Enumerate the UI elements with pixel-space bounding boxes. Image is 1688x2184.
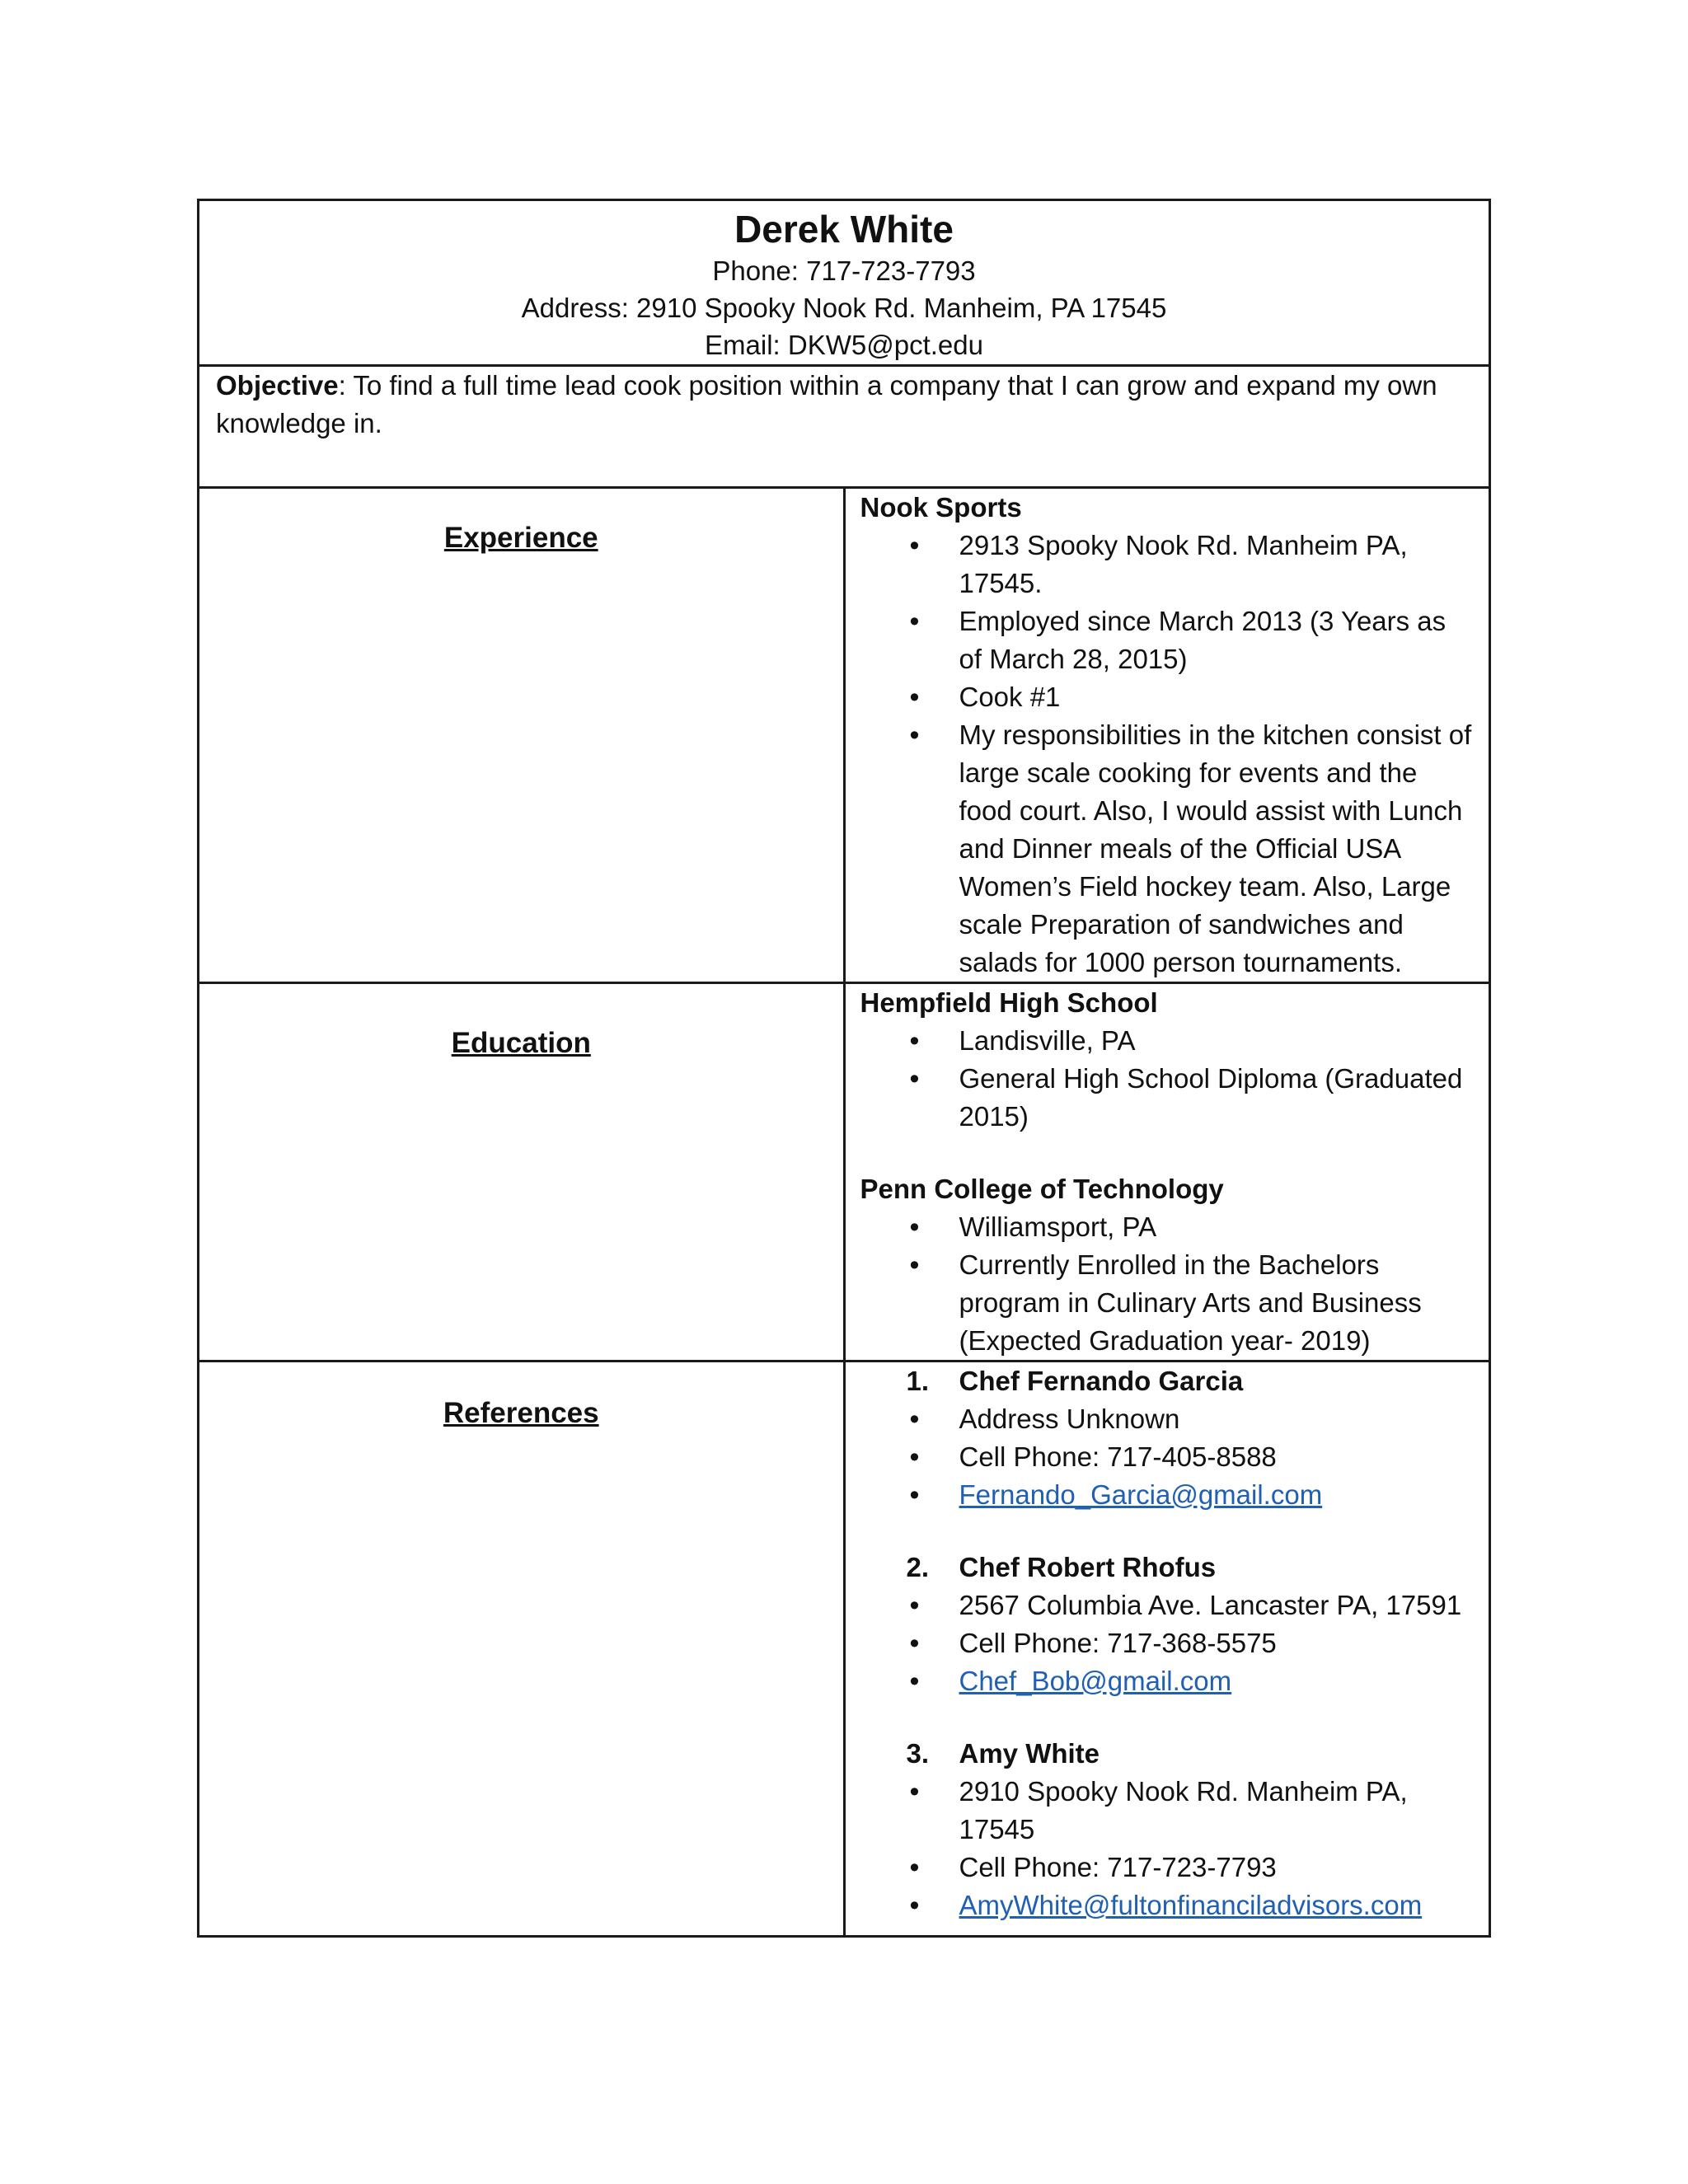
list-item: • Landisville, PA — [860, 1022, 1475, 1060]
list-item — [860, 1886, 1475, 1924]
experience-content-cell — [844, 488, 1490, 983]
list-item — [860, 1476, 1475, 1514]
candidate-name: Derek White — [734, 208, 954, 251]
reference-number: 2. — [906, 1552, 930, 1582]
list-item: • 2567 Columbia Ave. Lancaster PA, 17591 — [860, 1586, 1475, 1624]
school-name: Hempfield High School — [860, 987, 1158, 1018]
references-heading: References — [443, 1397, 599, 1429]
reference-name-text: Chef Fernando Garcia — [959, 1366, 1244, 1396]
employer-name: Nook Sports — [860, 492, 1022, 523]
experience-row — [199, 488, 1490, 983]
list-item: • 2910 Spooky Nook Rd. Manheim PA, 17545 — [860, 1773, 1475, 1849]
list-item: • Cook #1 — [860, 678, 1475, 716]
spacer — [860, 1700, 1475, 1735]
reference-name — [860, 1735, 1475, 1773]
reference-name — [860, 1362, 1475, 1400]
header-cell — [199, 200, 1490, 366]
objective-paragraph — [216, 367, 1472, 443]
reference-name — [860, 1549, 1475, 1586]
list-item: • My responsibilities in the kitchen consist of large scale cooking for events and the food court. Also, I would assist with Lunch and Dinner meals of the Official USA Women’s Field hockey team. Also, Large scale Preparation of sandwiches and salads for 1000 person tournaments. — [860, 716, 1475, 982]
list-item: • Cell Phone: 717-405-8588 — [860, 1438, 1475, 1476]
school-name: Penn College of Technology — [860, 1174, 1224, 1204]
list-item: • Employed since March 2013 (3 Years as of March 28, 2015) — [860, 602, 1475, 678]
references-row — [199, 1361, 1490, 1937]
list-item: • Williamsport, PA — [860, 1208, 1475, 1246]
reference-name-text: Chef Robert Rhofus — [959, 1552, 1217, 1582]
email-link[interactable]: AmyWhite@fultonfinanciladvisors.com — [959, 1890, 1423, 1920]
references-label-cell — [199, 1361, 845, 1937]
email-line: Email: DKW5@pct.edu — [705, 330, 983, 360]
experience-label-cell — [199, 488, 845, 983]
list-item — [860, 1662, 1475, 1700]
spacer — [860, 1136, 1475, 1170]
list-item: • Cell Phone: 717-723-7793 — [860, 1849, 1475, 1886]
reference-number: 3. — [906, 1738, 930, 1769]
email-link[interactable]: Chef_Bob@gmail.com — [959, 1666, 1232, 1696]
phone-line: Phone: 717-723-7793 — [712, 255, 976, 286]
list-item: • Currently Enrolled in the Bachelors program in Culinary Arts and Business (Expected Graduation year- 2019) — [860, 1246, 1475, 1360]
education-row — [199, 983, 1490, 1361]
education-heading: Education — [451, 1027, 591, 1059]
objective-cell — [199, 366, 1490, 488]
school-details-list — [860, 1022, 1475, 1136]
list-item: • General High School Diploma (Graduated 2015) — [860, 1060, 1475, 1136]
reference-details-list — [860, 1773, 1475, 1924]
experience-list — [860, 527, 1475, 982]
list-item: • Address Unknown — [860, 1400, 1475, 1438]
education-content-cell — [844, 983, 1490, 1361]
objective-label: Objective — [216, 370, 339, 401]
objective-row — [199, 366, 1490, 488]
address-line: Address: 2910 Spooky Nook Rd. Manheim, PA 17545 — [521, 293, 1167, 323]
email-link[interactable]: Fernando_Garcia@gmail.com — [959, 1479, 1323, 1510]
objective-text: : To find a full time lead cook position within a company that I can grow and expand my own knowledge in. — [216, 370, 1437, 438]
header-row — [199, 200, 1490, 366]
reference-name-text: Amy White — [959, 1738, 1100, 1769]
reference-number: 1. — [906, 1366, 930, 1396]
reference-details-list — [860, 1400, 1475, 1514]
experience-heading: Experience — [443, 522, 598, 554]
spacer — [860, 1514, 1475, 1549]
education-label-cell — [199, 983, 845, 1361]
references-content-cell — [844, 1361, 1490, 1937]
reference-details-list — [860, 1586, 1475, 1700]
list-item: • Cell Phone: 717-368-5575 — [860, 1624, 1475, 1662]
resume-table — [197, 199, 1491, 1938]
school-details-list — [860, 1208, 1475, 1360]
list-item: • 2913 Spooky Nook Rd. Manheim PA, 17545. — [860, 527, 1475, 602]
